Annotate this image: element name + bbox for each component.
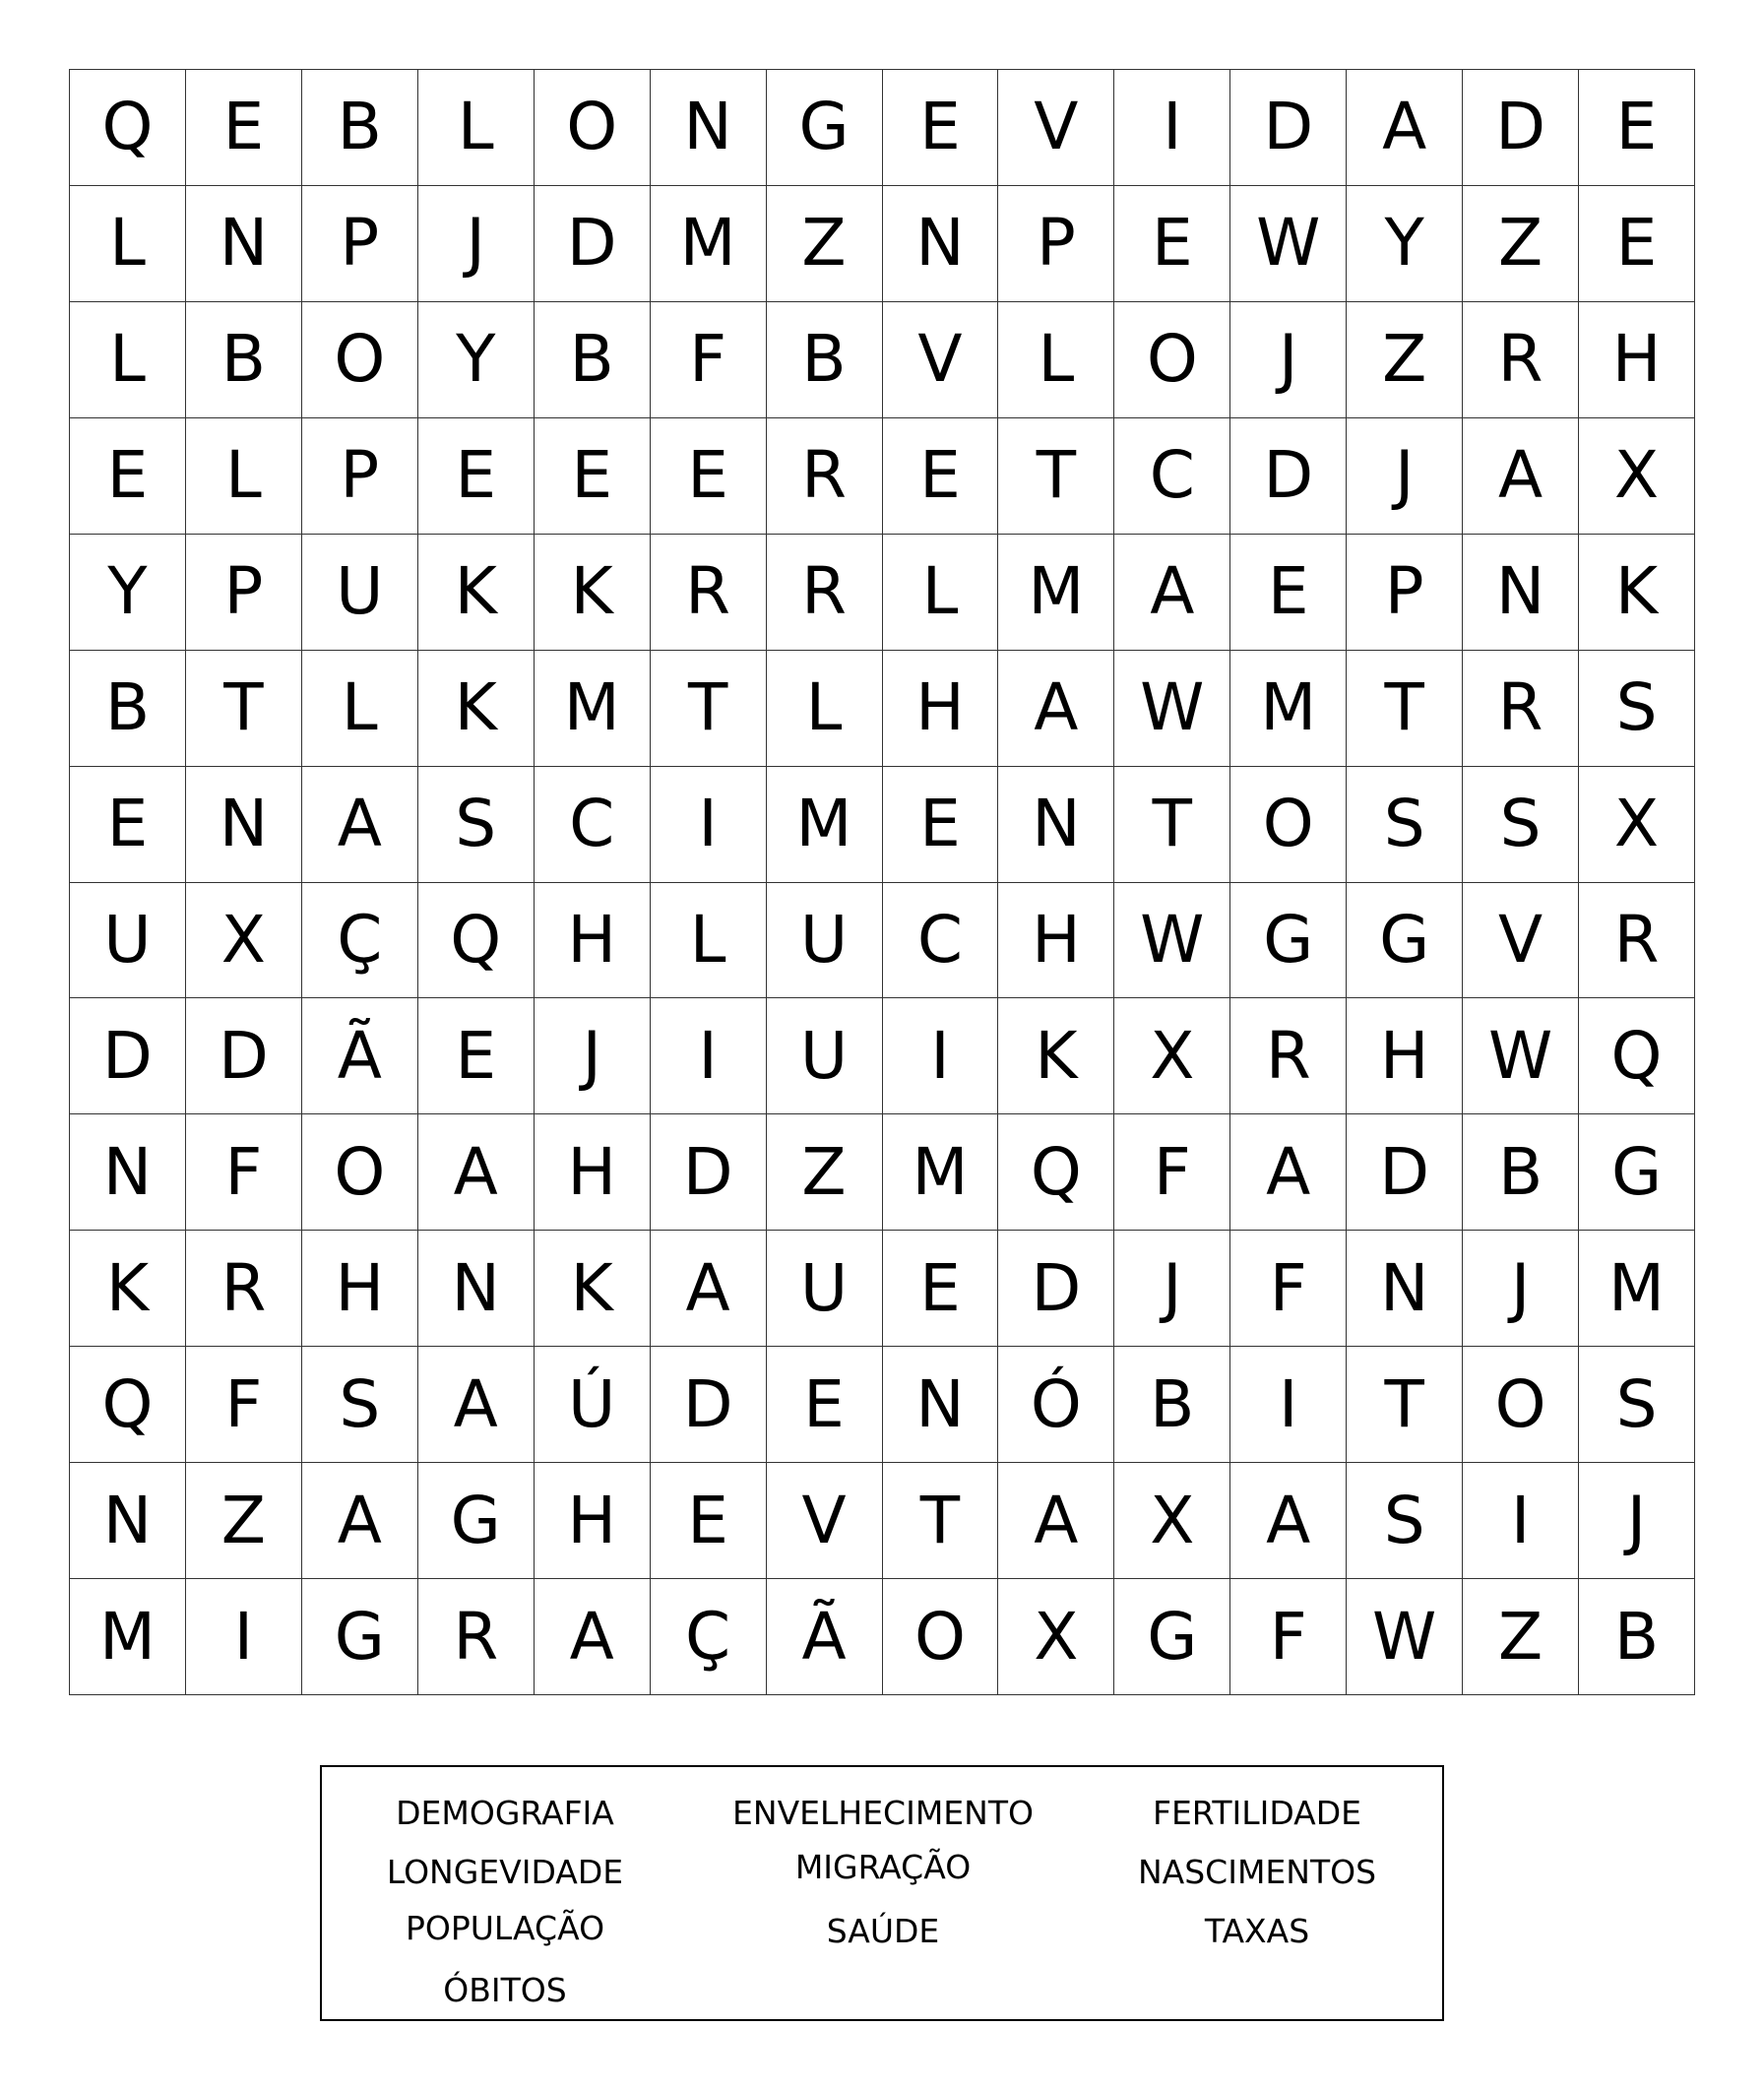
grid-cell[interactable]: M xyxy=(535,651,651,767)
grid-cell[interactable]: R xyxy=(1463,302,1579,418)
grid-cell[interactable]: B xyxy=(302,70,418,186)
grid-cell[interactable]: L xyxy=(70,186,186,302)
grid-cell[interactable]: C xyxy=(1114,418,1230,535)
grid-cell[interactable]: Q xyxy=(70,70,186,186)
grid-cell[interactable]: P xyxy=(1347,535,1463,651)
grid-cell[interactable]: E xyxy=(651,1463,767,1579)
grid-cell[interactable]: K xyxy=(418,651,535,767)
grid-cell[interactable]: J xyxy=(535,998,651,1114)
word-list-item: NASCIMENTOS xyxy=(1137,1853,1377,1891)
grid-cell[interactable]: I xyxy=(186,1579,302,1695)
grid-cell[interactable]: A xyxy=(302,767,418,883)
word-list-item: ÓBITOS xyxy=(443,1971,567,2009)
grid-cell[interactable]: S xyxy=(1347,767,1463,883)
grid-cell[interactable]: H xyxy=(1579,302,1695,418)
grid-cell[interactable]: N xyxy=(70,1114,186,1231)
grid-cell[interactable]: N xyxy=(186,767,302,883)
grid-cell[interactable]: T xyxy=(1347,1347,1463,1463)
grid-cell[interactable]: E xyxy=(70,767,186,883)
grid-cell[interactable]: X xyxy=(1579,767,1695,883)
grid-cell[interactable]: N xyxy=(651,70,767,186)
grid-cell[interactable]: H xyxy=(883,651,999,767)
grid-cell[interactable]: E xyxy=(418,418,535,535)
grid-cell[interactable]: Z xyxy=(767,186,883,302)
grid-cell[interactable]: D xyxy=(1463,70,1579,186)
grid-cell[interactable]: W xyxy=(1114,651,1230,767)
grid-cell[interactable]: O xyxy=(1114,302,1230,418)
grid-cell[interactable]: U xyxy=(70,883,186,999)
grid-cell[interactable]: N xyxy=(418,1231,535,1347)
grid-cell[interactable]: Z xyxy=(1347,302,1463,418)
grid-cell[interactable]: B xyxy=(1579,1579,1695,1695)
grid-cell[interactable]: H xyxy=(535,1114,651,1231)
grid-cell[interactable]: B xyxy=(1463,1114,1579,1231)
grid-cell[interactable]: T xyxy=(1114,767,1230,883)
grid-cell[interactable]: Q xyxy=(1579,998,1695,1114)
grid-cell[interactable]: D xyxy=(535,186,651,302)
grid-cell[interactable]: L xyxy=(651,883,767,999)
grid-cell[interactable]: V xyxy=(883,302,999,418)
grid-cell[interactable]: U xyxy=(302,535,418,651)
word-list-item: MIGRAÇÃO xyxy=(794,1848,972,1886)
grid-cell[interactable]: K xyxy=(418,535,535,651)
grid-cell[interactable]: K xyxy=(535,1231,651,1347)
grid-cell[interactable]: T xyxy=(651,651,767,767)
grid-cell[interactable]: D xyxy=(1347,1114,1463,1231)
grid-cell[interactable]: W xyxy=(1114,883,1230,999)
grid-cell[interactable]: B xyxy=(535,302,651,418)
grid-cell[interactable]: T xyxy=(998,418,1114,535)
grid-cell[interactable]: N xyxy=(998,767,1114,883)
grid-cell[interactable]: A xyxy=(1463,418,1579,535)
word-search-grid xyxy=(69,69,1695,1695)
grid-cell[interactable]: K xyxy=(70,1231,186,1347)
grid-cell[interactable]: F xyxy=(651,302,767,418)
grid-cell[interactable]: O xyxy=(535,70,651,186)
grid-cell[interactable]: N xyxy=(883,1347,999,1463)
grid-cell[interactable]: M xyxy=(767,767,883,883)
grid-cell[interactable]: D xyxy=(186,998,302,1114)
grid-cell[interactable]: Ã xyxy=(302,998,418,1114)
grid-cell[interactable]: E xyxy=(767,1347,883,1463)
grid-cell[interactable]: B xyxy=(767,302,883,418)
word-list-item: FERTILIDADE xyxy=(1152,1794,1362,1832)
grid-cell[interactable]: S xyxy=(1463,767,1579,883)
grid-cell[interactable]: G xyxy=(767,70,883,186)
grid-cell[interactable]: E xyxy=(1579,186,1695,302)
grid-cell[interactable]: X xyxy=(1114,1463,1230,1579)
grid-cell[interactable]: Q xyxy=(418,883,535,999)
grid-cell[interactable]: O xyxy=(883,1579,999,1695)
grid-cell[interactable]: N xyxy=(70,1463,186,1579)
grid-cell[interactable]: T xyxy=(186,651,302,767)
grid-cell[interactable]: E xyxy=(418,998,535,1114)
word-list-box xyxy=(320,1765,1444,2021)
grid-cell[interactable]: H xyxy=(535,883,651,999)
grid-cell[interactable]: I xyxy=(1463,1463,1579,1579)
grid-cell[interactable]: B xyxy=(186,302,302,418)
grid-cell[interactable]: J xyxy=(1114,1231,1230,1347)
grid-cell[interactable]: A xyxy=(418,1114,535,1231)
grid-cell[interactable]: L xyxy=(70,302,186,418)
grid-cell[interactable]: E xyxy=(186,70,302,186)
grid-cell[interactable]: D xyxy=(998,1231,1114,1347)
grid-cell[interactable]: O xyxy=(1230,767,1347,883)
grid-cell[interactable]: G xyxy=(1347,883,1463,999)
grid-cell[interactable]: L xyxy=(302,651,418,767)
grid-cell[interactable]: Q xyxy=(998,1114,1114,1231)
word-list-item: ENVELHECIMENTO xyxy=(732,1794,1034,1832)
word-list-item: LONGEVIDADE xyxy=(386,1853,624,1891)
grid-cell[interactable]: M xyxy=(883,1114,999,1231)
grid-cell[interactable]: N xyxy=(186,186,302,302)
grid-cell[interactable]: P xyxy=(186,535,302,651)
grid-cell[interactable]: I xyxy=(651,998,767,1114)
grid-cell[interactable]: H xyxy=(535,1463,651,1579)
grid-cell[interactable]: B xyxy=(1114,1347,1230,1463)
grid-cell[interactable]: I xyxy=(1114,70,1230,186)
grid-cell[interactable]: P xyxy=(302,186,418,302)
grid-cell[interactable]: N xyxy=(1347,1231,1463,1347)
grid-cell[interactable]: Z xyxy=(1463,186,1579,302)
grid-cell[interactable]: Y xyxy=(1347,186,1463,302)
grid-cell[interactable]: K xyxy=(1579,535,1695,651)
grid-cell[interactable]: X xyxy=(1114,998,1230,1114)
grid-cell[interactable]: I xyxy=(1230,1347,1347,1463)
grid-cell[interactable]: U xyxy=(767,1231,883,1347)
grid-cell[interactable]: N xyxy=(883,186,999,302)
grid-cell[interactable]: Ã xyxy=(767,1579,883,1695)
grid-cell[interactable]: C xyxy=(535,767,651,883)
grid-cell[interactable]: W xyxy=(1463,998,1579,1114)
grid-cell[interactable]: J xyxy=(418,186,535,302)
grid-cell[interactable]: R xyxy=(186,1231,302,1347)
grid-cell[interactable]: A xyxy=(998,1463,1114,1579)
grid-cell[interactable]: C xyxy=(883,883,999,999)
grid-cell[interactable]: R xyxy=(1579,883,1695,999)
grid-cell[interactable]: V xyxy=(998,70,1114,186)
grid-cell[interactable]: A xyxy=(302,1463,418,1579)
grid-cell[interactable]: A xyxy=(1347,70,1463,186)
grid-cell[interactable]: L xyxy=(998,302,1114,418)
grid-cell[interactable]: U xyxy=(767,883,883,999)
grid-cell[interactable]: L xyxy=(418,70,535,186)
grid-cell[interactable]: X xyxy=(998,1579,1114,1695)
grid-cell[interactable]: A xyxy=(1230,1114,1347,1231)
grid-cell[interactable]: W xyxy=(1347,1579,1463,1695)
grid-cell[interactable]: E xyxy=(883,1231,999,1347)
grid-cell[interactable]: G xyxy=(1230,883,1347,999)
grid-cell[interactable]: O xyxy=(1463,1347,1579,1463)
grid-cell[interactable]: F xyxy=(1230,1231,1347,1347)
grid-cell[interactable]: M xyxy=(70,1579,186,1695)
grid-cell[interactable]: E xyxy=(883,767,999,883)
grid-cell[interactable]: B xyxy=(70,651,186,767)
grid-cell[interactable]: D xyxy=(70,998,186,1114)
grid-cell[interactable]: Q xyxy=(70,1347,186,1463)
grid-cell[interactable]: A xyxy=(998,651,1114,767)
grid-cell[interactable]: H xyxy=(998,883,1114,999)
grid-cell[interactable]: R xyxy=(1230,998,1347,1114)
grid-cell[interactable]: M xyxy=(998,535,1114,651)
grid-cell[interactable]: G xyxy=(418,1463,535,1579)
word-list-item: POPULAÇÃO xyxy=(405,1909,605,1947)
grid-cell[interactable]: N xyxy=(1463,535,1579,651)
grid-cell[interactable]: F xyxy=(1230,1579,1347,1695)
grid-cell[interactable]: G xyxy=(302,1579,418,1695)
grid-cell[interactable]: W xyxy=(1230,186,1347,302)
grid-cell[interactable]: G xyxy=(1114,1579,1230,1695)
grid-cell[interactable]: H xyxy=(302,1231,418,1347)
grid-cell[interactable]: S xyxy=(1579,651,1695,767)
grid-cell[interactable]: E xyxy=(1230,535,1347,651)
grid-cell[interactable]: V xyxy=(767,1463,883,1579)
grid-cell[interactable]: A xyxy=(1114,535,1230,651)
grid-cell[interactable]: Z xyxy=(186,1463,302,1579)
grid-cell[interactable]: E xyxy=(535,418,651,535)
grid-cell[interactable]: V xyxy=(1463,883,1579,999)
grid-cell[interactable]: D xyxy=(651,1114,767,1231)
grid-cell[interactable]: S xyxy=(1347,1463,1463,1579)
grid-cell[interactable]: T xyxy=(1347,651,1463,767)
grid-cell[interactable]: Ú xyxy=(535,1347,651,1463)
grid-cell[interactable]: Z xyxy=(767,1114,883,1231)
grid-cell[interactable]: A xyxy=(418,1347,535,1463)
grid-cell[interactable]: M xyxy=(651,186,767,302)
grid-cell[interactable]: E xyxy=(70,418,186,535)
grid-cell[interactable]: E xyxy=(1579,70,1695,186)
grid-cell[interactable]: Z xyxy=(1463,1579,1579,1695)
grid-cell[interactable]: T xyxy=(883,1463,999,1579)
grid-cell[interactable]: S xyxy=(418,767,535,883)
grid-cell[interactable]: F xyxy=(186,1347,302,1463)
word-list-item: TAXAS xyxy=(1204,1912,1310,1950)
grid-cell[interactable]: I xyxy=(883,998,999,1114)
grid-cell[interactable]: Ç xyxy=(302,883,418,999)
grid-cell[interactable]: I xyxy=(651,767,767,883)
grid-cell[interactable]: D xyxy=(1230,70,1347,186)
grid-cell[interactable]: J xyxy=(1579,1463,1695,1579)
grid-cell[interactable]: G xyxy=(1579,1114,1695,1231)
grid-cell[interactable]: A xyxy=(651,1231,767,1347)
grid-cell[interactable]: A xyxy=(1230,1463,1347,1579)
grid-cell[interactable]: L xyxy=(186,418,302,535)
grid-cell[interactable]: R xyxy=(418,1579,535,1695)
grid-cell[interactable]: R xyxy=(767,418,883,535)
grid-cell[interactable]: F xyxy=(186,1114,302,1231)
grid-cell[interactable]: J xyxy=(1347,418,1463,535)
grid-cell[interactable]: O xyxy=(302,1114,418,1231)
grid-cell[interactable]: M xyxy=(1579,1231,1695,1347)
grid-cell[interactable]: P xyxy=(302,418,418,535)
grid-cell[interactable]: E xyxy=(883,418,999,535)
grid-cell[interactable]: K xyxy=(535,535,651,651)
grid-cell[interactable]: O xyxy=(302,302,418,418)
grid-cell[interactable]: J xyxy=(1230,302,1347,418)
grid-cell[interactable]: Ó xyxy=(998,1347,1114,1463)
word-list-item: DEMOGRAFIA xyxy=(396,1794,614,1832)
grid-cell[interactable]: M xyxy=(1230,651,1347,767)
grid-cell[interactable]: R xyxy=(651,535,767,651)
grid-cell[interactable]: L xyxy=(767,651,883,767)
grid-cell[interactable]: S xyxy=(1579,1347,1695,1463)
grid-cell[interactable]: E xyxy=(1114,186,1230,302)
grid-cell[interactable]: L xyxy=(883,535,999,651)
grid-cell[interactable]: R xyxy=(1463,651,1579,767)
grid-cell[interactable]: R xyxy=(767,535,883,651)
grid-cell[interactable]: Ç xyxy=(651,1579,767,1695)
word-list-item: SAÚDE xyxy=(826,1912,940,1950)
grid-cell[interactable]: H xyxy=(1347,998,1463,1114)
grid-cell[interactable]: D xyxy=(651,1347,767,1463)
grid-cell[interactable]: E xyxy=(883,70,999,186)
grid-cell[interactable]: D xyxy=(1230,418,1347,535)
grid-cell[interactable]: Y xyxy=(418,302,535,418)
grid-cell[interactable]: S xyxy=(302,1347,418,1463)
grid-cell[interactable]: K xyxy=(998,998,1114,1114)
grid-cell[interactable]: X xyxy=(186,883,302,999)
grid-cell[interactable]: X xyxy=(1579,418,1695,535)
grid-cell[interactable]: P xyxy=(998,186,1114,302)
grid-cell[interactable]: Y xyxy=(70,535,186,651)
grid-cell[interactable]: E xyxy=(651,418,767,535)
grid-cell[interactable]: A xyxy=(535,1579,651,1695)
grid-cell[interactable]: F xyxy=(1114,1114,1230,1231)
grid-cell[interactable]: J xyxy=(1463,1231,1579,1347)
grid-cell[interactable]: U xyxy=(767,998,883,1114)
